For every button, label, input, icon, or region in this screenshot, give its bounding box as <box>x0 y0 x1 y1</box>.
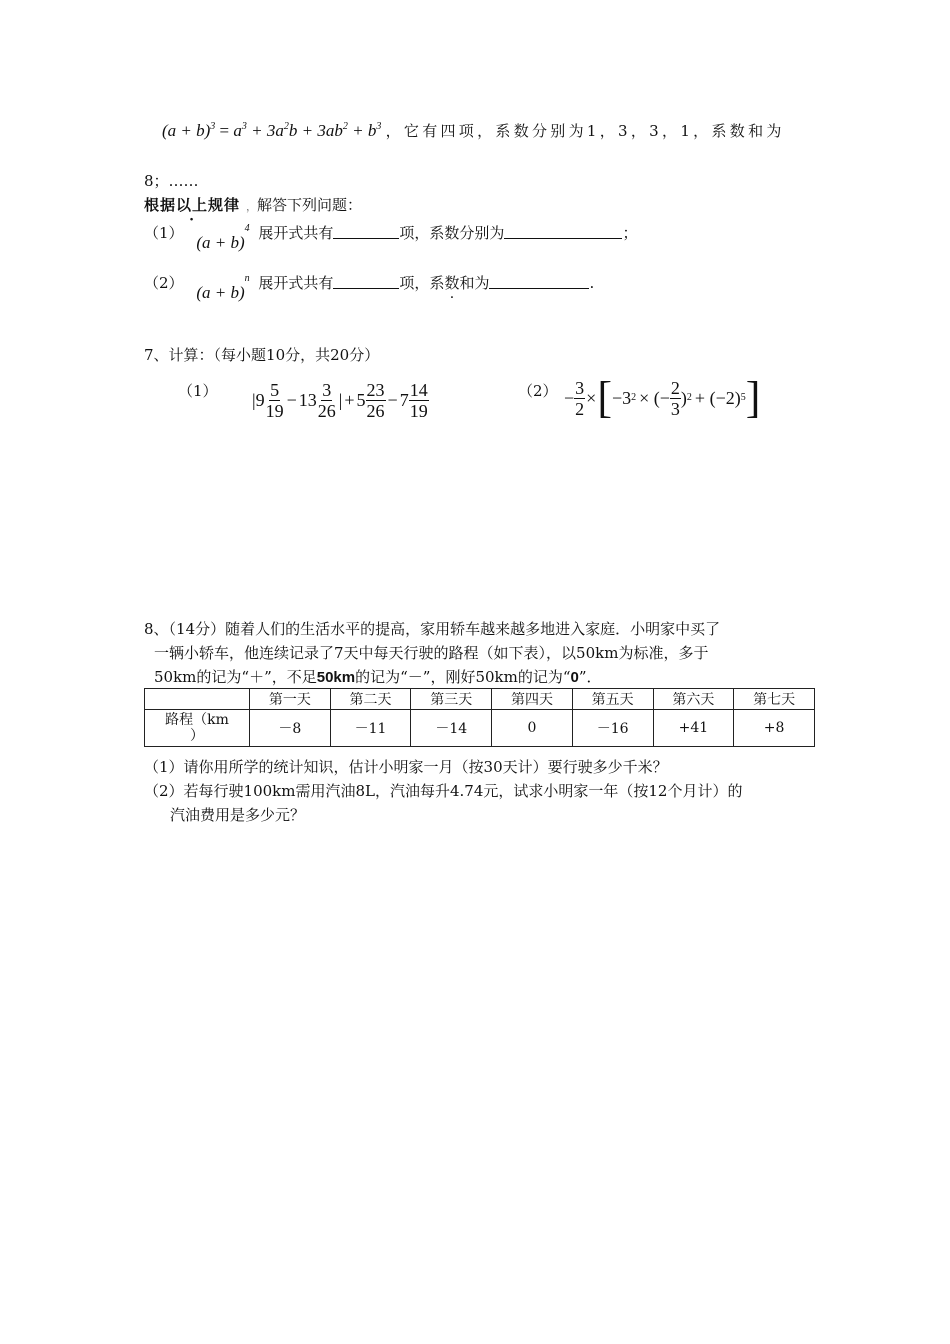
q7-p1-label: （1） <box>178 382 218 400</box>
fraction <box>670 378 681 419</box>
table-cell: －11 <box>330 710 411 747</box>
table-row-label <box>145 710 250 747</box>
numerator: 3 <box>575 377 585 398</box>
q8-sub2-line2: 汽油费用是多少元？ <box>170 806 306 824</box>
denominator: 2 <box>575 398 585 419</box>
rule-prefix: 根据以上规律 · <box>144 194 240 215</box>
table-cell: －14 <box>411 710 492 747</box>
fraction <box>317 380 337 421</box>
q8-line3-d: 0 <box>570 669 579 686</box>
q8-line3-a: 50km的记为“＋”，不足 <box>154 668 317 686</box>
abs-bar-right: | <box>338 390 343 410</box>
q6-p1-text2: 项，系数分别为 <box>399 224 505 242</box>
formula-term: + b <box>352 121 377 140</box>
formula-term: b + 3ab <box>288 121 343 140</box>
q6-p2-blank-count[interactable] <box>333 274 399 289</box>
term: + (−2) <box>694 387 741 408</box>
numerator: 23 <box>366 380 385 400</box>
fraction <box>366 380 386 421</box>
formula-term: a <box>233 121 242 140</box>
q6-p1-text1: 展开式共有 <box>258 224 334 242</box>
table-header-cell: 第一天 <box>250 689 331 710</box>
bracket-left: [ <box>597 373 612 422</box>
formula-exp: 3 <box>376 121 382 132</box>
table-header-cell: 第七天 <box>734 689 815 710</box>
table-cell: －8 <box>250 710 331 747</box>
q6-p1-end: ； <box>622 224 638 242</box>
formula-lhs: (a + b) <box>162 121 211 140</box>
q6-p2-exp: n <box>244 273 250 284</box>
operator: − <box>564 387 575 408</box>
rule-line <box>144 194 362 215</box>
fraction <box>265 380 285 421</box>
numerator: 5 <box>270 380 280 400</box>
q6-p2-text2: 项， <box>399 274 430 292</box>
q8-line3-c: 的记为“－”，刚好50km的记为“ <box>355 668 571 686</box>
denominator: 26 <box>317 401 336 421</box>
q6-p1-blank-count[interactable] <box>333 224 399 239</box>
q6-p2-blank-sum[interactable] <box>489 274 589 289</box>
q6-p2-text1: 展开式共有 <box>258 274 334 292</box>
q6-part2 <box>144 272 595 302</box>
q6-part1 <box>144 222 638 252</box>
table-row <box>145 710 815 747</box>
q6-p1-blank-coeffs[interactable] <box>504 224 622 239</box>
q7-p1-expr <box>252 380 429 421</box>
q6-p2-label: （2） <box>144 274 184 292</box>
mixed-whole: 13 <box>298 390 317 410</box>
numerator: 3 <box>322 380 332 400</box>
operator: + <box>344 390 355 410</box>
operator: × <box>586 387 597 408</box>
denominator: 3 <box>670 398 680 419</box>
denominator: 26 <box>366 401 385 421</box>
q8-line3 <box>154 666 602 687</box>
table-header-cell: 第五天 <box>572 689 653 710</box>
q6-p2-end: . <box>589 274 595 292</box>
q8-sub2-line1: （2）若每行驶100km需用汽油8L，汽油每升4.74元，试求小明家一年（按12个月计）的 <box>144 782 743 800</box>
term: ) <box>680 387 687 408</box>
row-label-line2: ） <box>190 728 204 744</box>
table-header-cell: 第四天 <box>492 689 573 710</box>
fraction <box>409 380 429 421</box>
q6-p2-text3: 为 <box>474 274 490 292</box>
q6-p2-base: (a + b) <box>196 283 245 302</box>
table-cell: +41 <box>653 710 734 747</box>
denominator: 19 <box>265 401 284 421</box>
abs-bar-left: | <box>252 390 256 410</box>
table-cell: 0 <box>492 710 573 747</box>
q8-line3-b: 50km <box>316 669 356 686</box>
operator: − <box>387 390 398 410</box>
q6-p2-emph <box>429 274 474 292</box>
q6-p1-base: (a + b) <box>196 233 245 252</box>
rule-suffix: 解答下列问题： <box>257 196 363 214</box>
bracket-right: ] <box>745 373 761 422</box>
term: × (− <box>639 387 670 408</box>
intro-formula: $(a + b)^3 = a^3 + 3a^2b + 3ab^2 + b^3$ <box>162 121 382 140</box>
q8-line3-e: ”． <box>578 668 602 686</box>
formula-term: + 3a <box>251 121 284 140</box>
q6-p2-emph-text: 系数和 <box>429 274 475 292</box>
mixed-whole: 9 <box>255 390 265 410</box>
mixed-whole: 7 <box>399 390 409 410</box>
formula-exp: 3 <box>241 121 247 132</box>
table-header-cell: 第六天 <box>653 689 734 710</box>
intro-text: ，它有四项，系数分别为1，3，3，1，系数和为 <box>385 122 785 140</box>
table-header-cell: 第二天 <box>330 689 411 710</box>
table-cell: +8 <box>734 710 815 747</box>
numerator: 2 <box>670 377 680 398</box>
rule-mark: ， <box>246 200 258 213</box>
q7-p2-expr: − $\frac{3}{2}$ × [ −3 2 × (− $\frac{2}{3}$ ) 2 + (−2) 5 ] <box>564 373 761 422</box>
q7-title: 7、计算：（每小题10分，共20分） <box>144 346 380 364</box>
q6-p1-exp: 4 <box>244 223 250 234</box>
q6-p1-label: （1） <box>144 224 184 242</box>
table-header-cell <box>145 689 250 710</box>
q8-line2: 一辆小轿车，他连续记录了7天中每天行驶的路程（如下表），以50km为标准，多于 <box>154 644 709 662</box>
denominator: 19 <box>409 401 428 421</box>
formula-exp: 2 <box>283 121 289 132</box>
row-label-line1: 路程（km <box>165 712 229 728</box>
mileage-table <box>144 688 815 747</box>
fraction <box>574 378 585 419</box>
q8-sub1: （1）请你用所学的统计知识，估计小明家一月（按30天计）要行驶多少千米？ <box>144 758 668 776</box>
table-header-cell: 第三天 <box>411 689 492 710</box>
formula-lhs-exp: 3 <box>210 121 216 132</box>
mixed-whole: 5 <box>356 390 366 410</box>
operator: − <box>286 390 297 410</box>
formula-exp: 2 <box>342 121 348 132</box>
q8-line1: 8、（14分）随着人们的生活水平的提高，家用轿车越来越多地进入家庭．小明家中买了 <box>144 620 721 638</box>
numerator: 14 <box>409 380 428 400</box>
table-cell: －16 <box>572 710 653 747</box>
term: −3 <box>611 387 632 408</box>
intro-continuation: 8；…… <box>144 172 199 190</box>
intro-formula-line <box>162 120 785 141</box>
q7-p2-label: （2） <box>518 382 558 400</box>
table-header-row <box>145 689 815 710</box>
